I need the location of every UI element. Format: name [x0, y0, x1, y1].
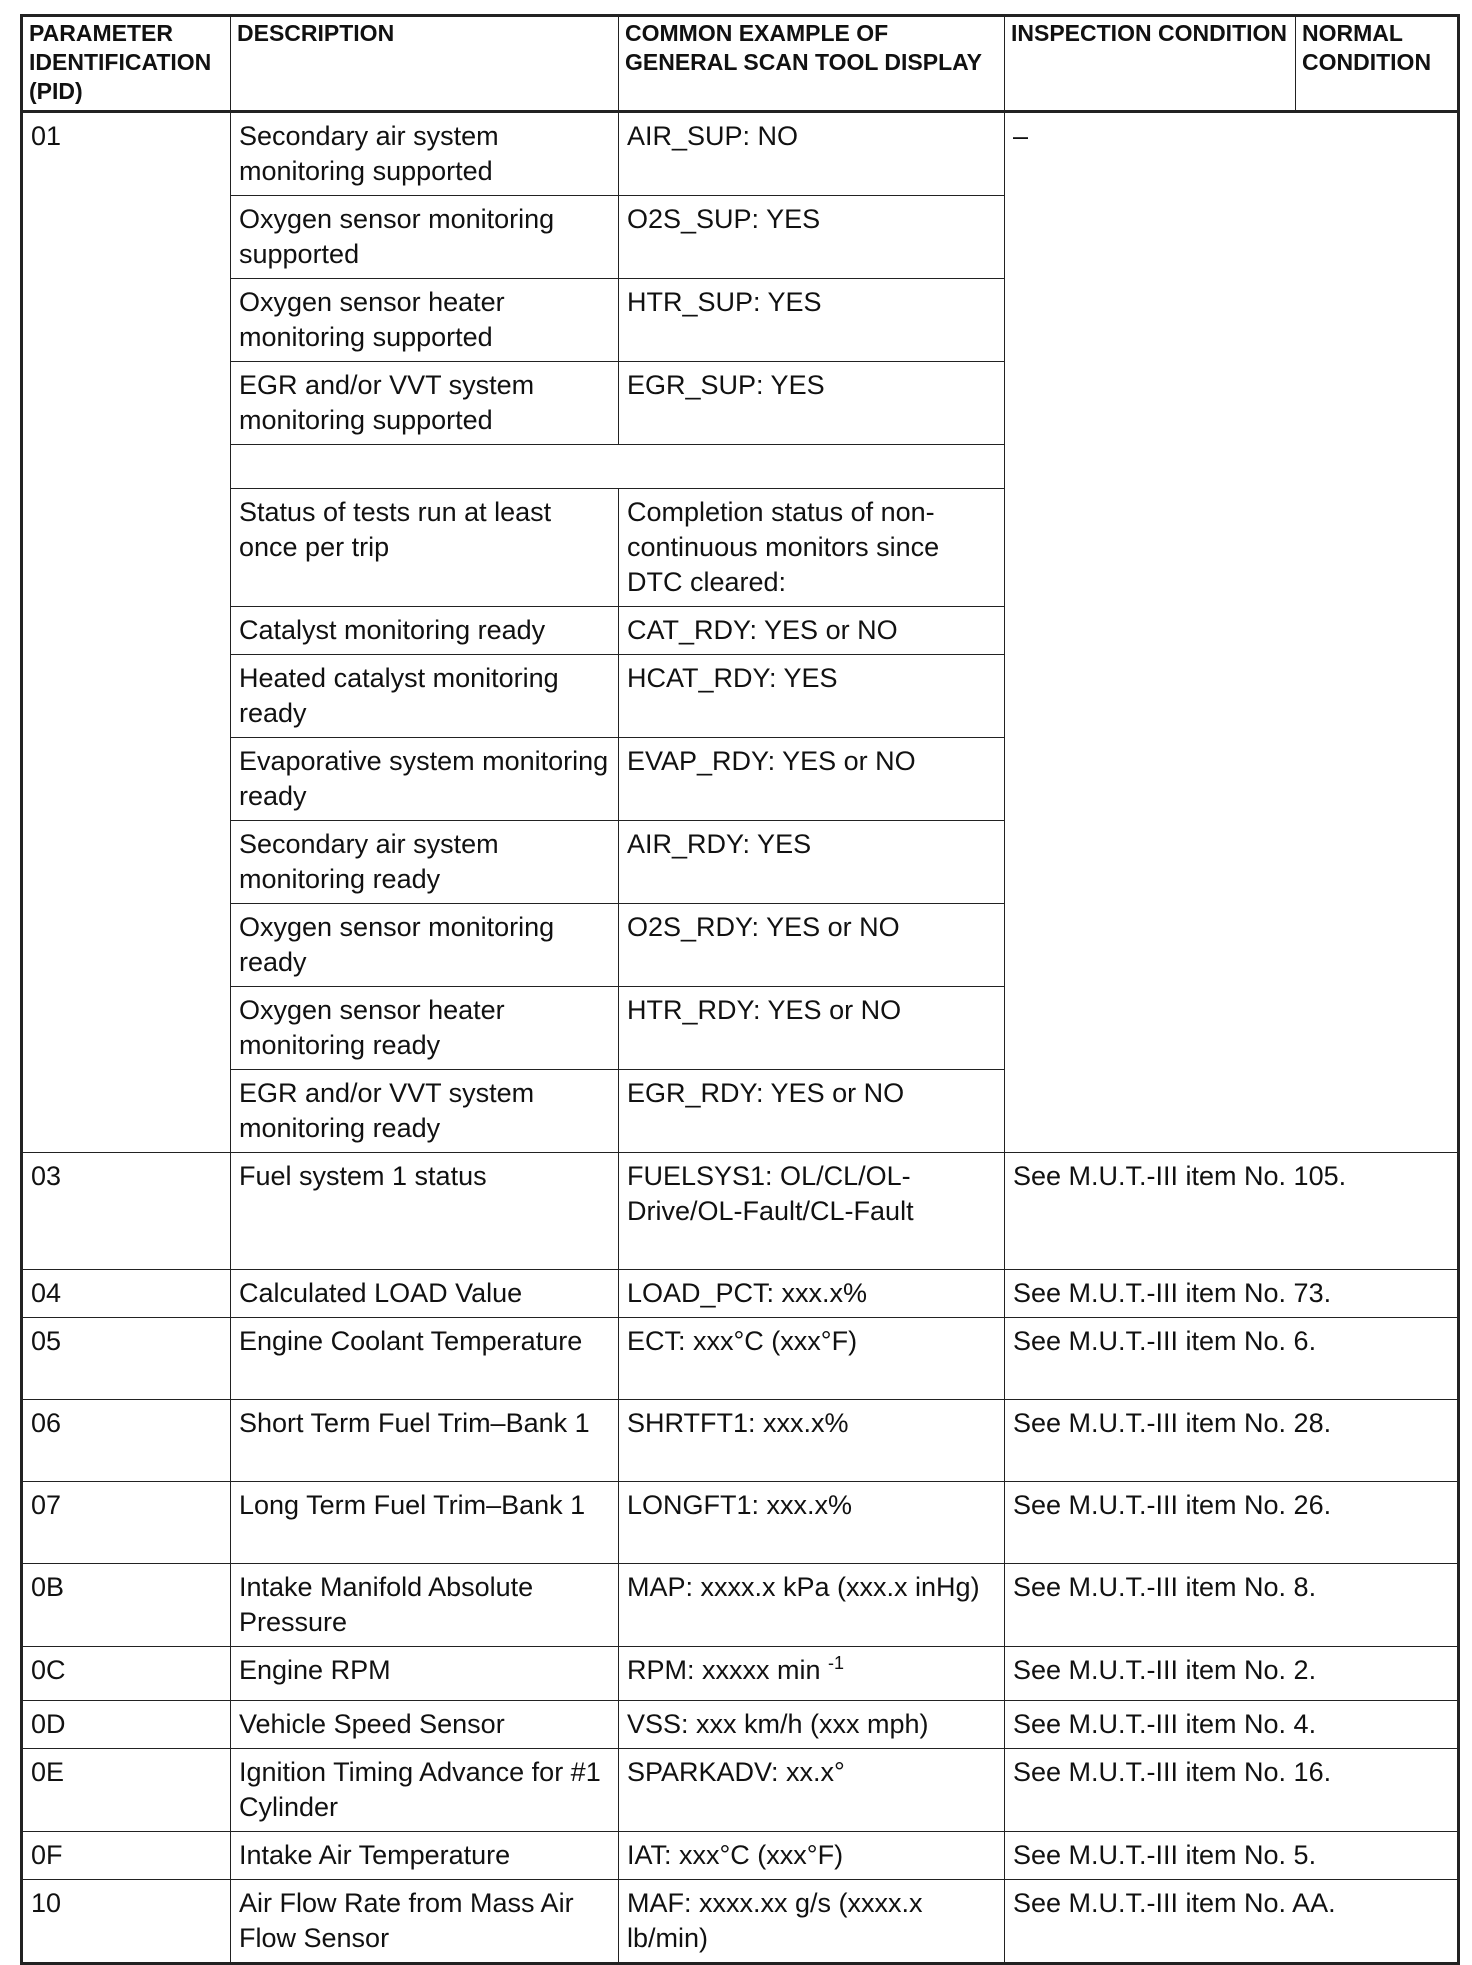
pid-cell: 0C [22, 1647, 231, 1701]
display-cell: HCAT_RDY: YES [619, 655, 1005, 738]
description-cell: Ignition Timing Advance for #1 Cylinder [231, 1749, 619, 1832]
description-cell: Oxygen sensor monitoring supported [231, 196, 619, 279]
condition-cell: See M.U.T.-III item No. 16. [1005, 1749, 1459, 1832]
pid-cell: 0F [22, 1832, 231, 1880]
condition-cell: See M.U.T.-III item No. 6. [1005, 1318, 1459, 1400]
description-cell: Oxygen sensor monitoring ready [231, 904, 619, 987]
document-page [20, 14, 1457, 1965]
description-cell: Secondary air system monitoring ready [231, 821, 619, 904]
display-cell: MAP: xxxx.x kPa (xxx.x inHg) [619, 1564, 1005, 1647]
table-row [22, 1749, 1459, 1832]
condition-cell: See M.U.T.-III item No. 8. [1005, 1564, 1459, 1647]
table-row [22, 1832, 1459, 1880]
description-cell: Fuel system 1 status [231, 1153, 619, 1270]
display-cell: CAT_RDY: YES or NO [619, 607, 1005, 655]
pid-cell: 0B [22, 1564, 231, 1647]
table-row [22, 1564, 1459, 1647]
display-cell: HTR_SUP: YES [619, 279, 1005, 362]
header-pid: PARAMETER IDENTIFICATION (PID) [22, 16, 231, 112]
display-cell: VSS: xxx km/h (xxx mph) [619, 1701, 1005, 1749]
pid-cell: 05 [22, 1318, 231, 1400]
table-row [22, 1318, 1459, 1400]
condition-cell: See M.U.T.-III item No. 26. [1005, 1482, 1459, 1564]
description-cell: Oxygen sensor heater monitoring ready [231, 987, 619, 1070]
condition-cell: See M.U.T.-III item No. 4. [1005, 1701, 1459, 1749]
display-cell: LOAD_PCT: xxx.x% [619, 1270, 1005, 1318]
description-cell: EGR and/or VVT system monitoring supported [231, 362, 619, 445]
condition-cell: – [1005, 112, 1459, 1153]
table-row [22, 1270, 1459, 1318]
header-normal-condition: NORMAL CONDITION [1296, 16, 1459, 112]
condition-cell: See M.U.T.-III item No. 2. [1005, 1647, 1459, 1701]
table-row [22, 1482, 1459, 1564]
pid-cell: 07 [22, 1482, 231, 1564]
description-cell: Heated catalyst monitoring ready [231, 655, 619, 738]
description-cell: Long Term Fuel Trim–Bank 1 [231, 1482, 619, 1564]
description-cell: Intake Air Temperature [231, 1832, 619, 1880]
description-cell: Engine Coolant Temperature [231, 1318, 619, 1400]
pid-cell: 04 [22, 1270, 231, 1318]
pid-cell: 06 [22, 1400, 231, 1482]
display-cell: EGR_RDY: YES or NO [619, 1070, 1005, 1153]
table-header-row [22, 16, 1459, 112]
description-cell: EGR and/or VVT system monitoring ready [231, 1070, 619, 1153]
display-text: RPM: xxxxx min [627, 1655, 821, 1685]
display-cell: AIR_SUP: NO [619, 112, 1005, 196]
display-cell: MAF: xxxx.xx g/s (xxxx.x lb/min) [619, 1880, 1005, 1964]
pid-cell: 01 [22, 112, 231, 1153]
description-cell: Short Term Fuel Trim–Bank 1 [231, 1400, 619, 1482]
description-cell: Calculated LOAD Value [231, 1270, 619, 1318]
display-cell: EGR_SUP: YES [619, 362, 1005, 445]
table-row [22, 1400, 1459, 1482]
header-description: DESCRIPTION [231, 16, 619, 112]
header-display: COMMON EXAMPLE OF GENERAL SCAN TOOL DISPLAY [619, 16, 1005, 112]
condition-cell: See M.U.T.-III item No. 105. [1005, 1153, 1459, 1270]
blank-cell [231, 445, 1005, 489]
display-cell: IAT: xxx°C (xxx°F) [619, 1832, 1005, 1880]
table-row [22, 1880, 1459, 1964]
display-cell: HTR_RDY: YES or NO [619, 987, 1005, 1070]
description-cell: Oxygen sensor heater monitoring supported [231, 279, 619, 362]
description-cell: Intake Manifold Absolute Pressure [231, 1564, 619, 1647]
display-cell: Completion status of non-continuous monitors since DTC cleared: [619, 489, 1005, 607]
table-row [22, 1153, 1459, 1270]
display-cell: SHRTFT1: xxx.x% [619, 1400, 1005, 1482]
pid-table [20, 14, 1460, 1965]
condition-cell: See M.U.T.-III item No. 5. [1005, 1832, 1459, 1880]
condition-cell: See M.U.T.-III item No. 28. [1005, 1400, 1459, 1482]
pid-cell: 03 [22, 1153, 231, 1270]
description-cell: Secondary air system monitoring supported [231, 112, 619, 196]
description-cell: Air Flow Rate from Mass Air Flow Sensor [231, 1880, 619, 1964]
display-cell: O2S_SUP: YES [619, 196, 1005, 279]
display-cell: LONGFT1: xxx.x% [619, 1482, 1005, 1564]
display-cell: AIR_RDY: YES [619, 821, 1005, 904]
condition-cell: See M.U.T.-III item No. AA. [1005, 1880, 1459, 1964]
pid-cell: 10 [22, 1880, 231, 1964]
display-cell: FUELSYS1: OL/CL/OL-Drive/OL-Fault/CL-Fault [619, 1153, 1005, 1270]
display-cell: SPARKADV: xx.x° [619, 1749, 1005, 1832]
table-row [22, 112, 1459, 196]
description-cell: Engine RPM [231, 1647, 619, 1701]
description-cell: Catalyst monitoring ready [231, 607, 619, 655]
table-row [22, 1647, 1459, 1701]
display-cell: O2S_RDY: YES or NO [619, 904, 1005, 987]
pid-cell: 0E [22, 1749, 231, 1832]
condition-cell: See M.U.T.-III item No. 73. [1005, 1270, 1459, 1318]
description-cell: Evaporative system monitoring ready [231, 738, 619, 821]
display-cell [619, 1647, 1005, 1701]
table-row [22, 1701, 1459, 1749]
display-cell: ECT: xxx°C (xxx°F) [619, 1318, 1005, 1400]
pid-cell: 0D [22, 1701, 231, 1749]
description-cell: Status of tests run at least once per trip [231, 489, 619, 607]
display-cell: EVAP_RDY: YES or NO [619, 738, 1005, 821]
header-inspection-condition: INSPECTION CONDITION [1005, 16, 1296, 112]
display-superscript: -1 [828, 1653, 845, 1673]
description-cell: Vehicle Speed Sensor [231, 1701, 619, 1749]
